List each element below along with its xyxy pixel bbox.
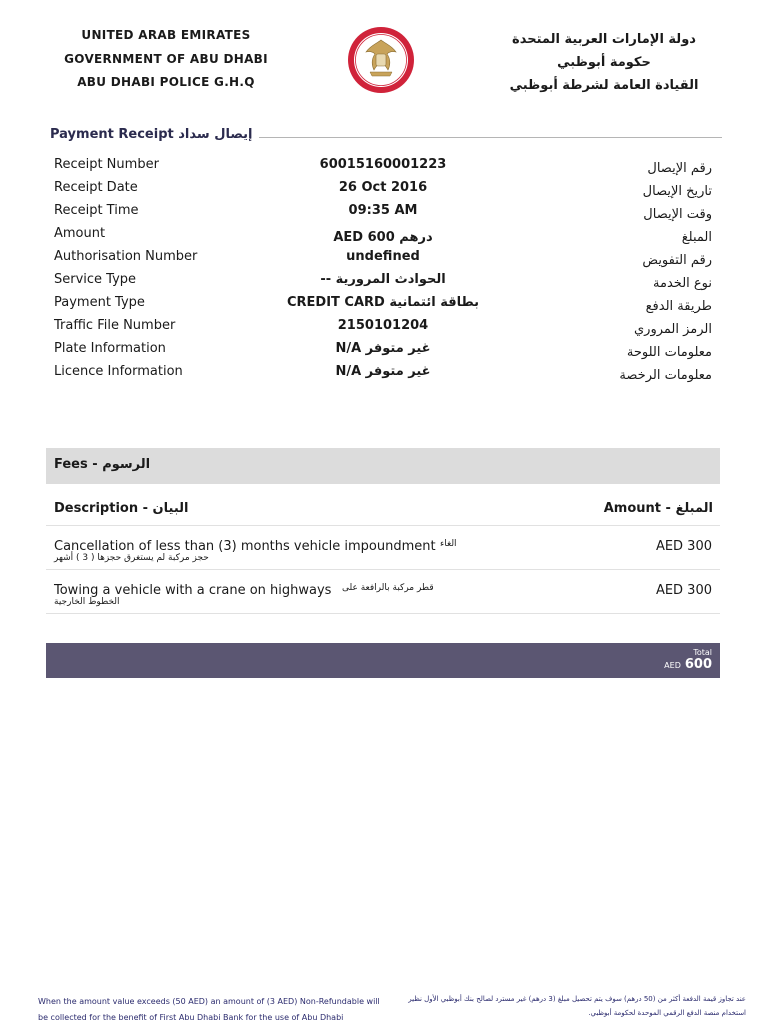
header-en-line-1: UNITED ARAB EMIRATES — [81, 28, 251, 42]
fees-title: Fees - الرسوم — [54, 457, 151, 472]
detail-row-amount — [0, 226, 768, 249]
detail-label-arabic: الرمز المروري — [633, 322, 712, 337]
detail-label-arabic: معلومات الرخصة — [619, 368, 712, 383]
detail-value: N/A غير متوفر — [335, 341, 431, 356]
fees-column-description: Description - البيان — [54, 501, 189, 516]
total-currency: AED — [664, 661, 681, 670]
detail-label-arabic: طريقة الدفع — [645, 299, 712, 314]
fee-amount: AED 300 — [655, 583, 712, 598]
fee-description: Towing a vehicle with a crane on highways — [54, 583, 332, 598]
detail-row-service-type — [0, 272, 768, 295]
fee-amount: AED 300 — [655, 539, 712, 554]
header-arabic — [496, 28, 712, 97]
total-bar — [46, 643, 720, 678]
fee-description: Cancellation of less than (3) months vehicle impoundment — [54, 539, 436, 554]
detail-label: Receipt Date — [54, 180, 138, 195]
header-ar-line-3: القيادة العامة لشرطة أبوظبي — [509, 78, 699, 93]
detail-label: Authorisation Number — [54, 249, 198, 264]
detail-label-arabic: المبلغ — [681, 230, 712, 245]
total-amount — [664, 657, 712, 672]
fee-description-arabic-line-2: حجز مركبة لم يستغرق حجزها ( 3 ) أشهر — [54, 553, 209, 563]
detail-row-traffic-file-number — [0, 318, 768, 341]
detail-label-arabic: وقت الإيصال — [643, 207, 712, 222]
detail-value: AED 600 درهم — [333, 230, 433, 245]
detail-label: Amount — [54, 226, 106, 241]
detail-value: 09:35 AM — [348, 203, 418, 218]
detail-row-receipt-time — [0, 203, 768, 226]
detail-value: 60015160001223 — [319, 157, 447, 172]
detail-label-arabic: رقم الإيصال — [647, 161, 712, 176]
detail-row-receipt-number — [0, 157, 768, 180]
detail-label: Receipt Number — [54, 157, 159, 172]
header-english — [40, 24, 292, 95]
section-title: Payment Receipt إيصال سداد — [50, 127, 259, 142]
detail-value: 26 Oct 2016 — [338, 180, 428, 195]
detail-row-authorisation-number — [0, 249, 768, 272]
header-ar-line-2: حكومة أبوظبي — [557, 55, 651, 70]
total-value: 600 — [684, 657, 712, 672]
footer-note-english: When the amount value exceeds (50 AED) an amount of (3 AED) Non-Refundable will be collected for the benefit of First Abu Dhabi Bank for the use of Abu Dhabi — [38, 997, 380, 1022]
detail-label: Plate Information — [54, 341, 166, 356]
fee-row — [46, 526, 720, 570]
total-label: Total — [693, 648, 712, 657]
detail-label-arabic: معلومات اللوحة — [626, 345, 712, 360]
header-en-line-2: GOVERNMENT OF ABU DHABI — [64, 51, 268, 66]
fee-description-arabic: الغاء — [440, 539, 457, 549]
detail-value: CREDIT CARD بطاقة ائتمانية — [286, 295, 480, 310]
detail-value: 2150101204 — [337, 318, 429, 333]
detail-label: Receipt Time — [54, 203, 139, 218]
fee-description-arabic-line-2: الخطوط الخارجية — [54, 597, 120, 607]
section-divider — [258, 137, 722, 138]
detail-row-licence-information — [0, 364, 768, 387]
footer-note-arabic: عند تجاوز قيمة الدفعة أكثر من (50 درهم) سوف يتم تحصيل مبلغ (3 درهم) غير مسترد لصالح بنك أبوظبي الأول نظير استخدام منصة الدفع الرقمي الموحدة لحكومة أبوظبي. — [408, 995, 746, 1017]
fees-header-bar — [46, 448, 720, 484]
detail-label-arabic: رقم التفويض — [642, 253, 712, 268]
detail-value: N/A غير متوفر — [335, 364, 431, 379]
fee-row — [46, 570, 720, 614]
detail-row-payment-type — [0, 295, 768, 318]
fee-description-arabic: قطر مركبة بالرافعة على — [342, 583, 434, 593]
header-en-line-3: ABU DHABI POLICE G.H.Q — [77, 75, 255, 89]
detail-label: Payment Type — [54, 295, 145, 310]
detail-label: Service Type — [54, 272, 137, 287]
detail-label-arabic: نوع الخدمة — [653, 276, 712, 291]
detail-value: undefined — [346, 249, 420, 264]
fees-column-amount: Amount - المبلغ — [603, 501, 713, 516]
detail-label-arabic: تاريخ الإيصال — [642, 184, 712, 199]
header-ar-line-1: دولة الإمارات العربية المتحدة — [512, 32, 696, 47]
detail-label: Licence Information — [54, 364, 183, 379]
detail-value: -- الحوادث المرورية — [320, 272, 446, 287]
detail-row-plate-information — [0, 341, 768, 364]
detail-row-receipt-date — [0, 180, 768, 203]
abu-dhabi-police-emblem-icon — [346, 26, 416, 94]
detail-label: Traffic File Number — [54, 318, 176, 333]
